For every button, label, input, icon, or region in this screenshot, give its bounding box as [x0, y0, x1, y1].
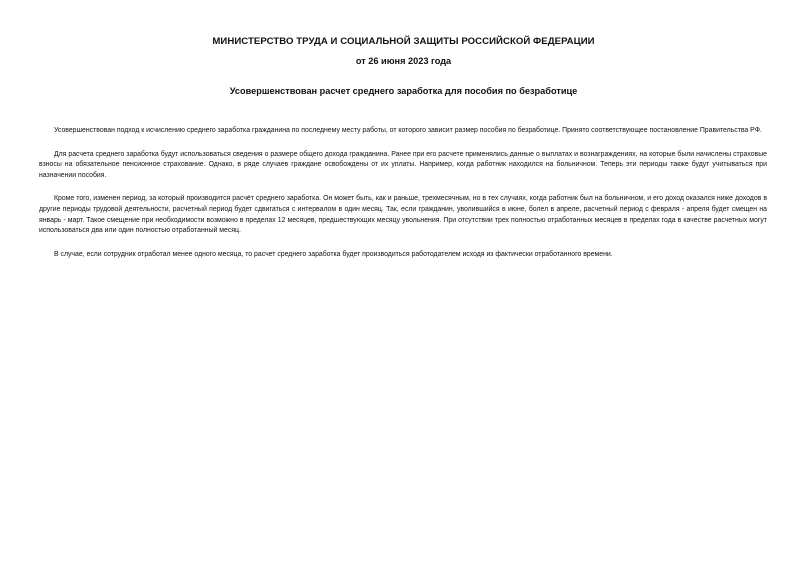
ministry-heading: МИНИСТЕРСТВО ТРУДА И СОЦИАЛЬНОЙ ЗАЩИТЫ РОССИЙСКОЙ ФЕДЕРАЦИИ: [212, 36, 595, 47]
document-title: Усовершенствован расчет среднего заработка для пособия по безработице: [229, 86, 578, 96]
document-date: от 26 июня 2023 года: [355, 56, 452, 66]
paragraph-2: Для расчета среднего заработка будут использоваться сведения о размере общего дохода гражданина. Ранее при его расчете применялись данные о выплатах и вознаграждениях, на которые были начислены страховые взносы на обязательное пенсионное страхование. Однако, в ряде случаев граждане освобождены от их уплаты. Например, когда работник находился на больничном. Теперь эти периоды также будут учитываться при назначении пособия.: [39, 150, 767, 179]
document-body: [39, 126, 767, 260]
paragraph-4: В случае, если сотрудник отработал менее одного месяца, то расчет среднего заработка будет производиться работодателем исходя из фактически отработанного времени.: [54, 250, 613, 258]
paragraph-1: Усовершенствован подход к исчислению среднего заработка гражданина по последнему месту работы, от которого зависит размер пособия по безработице. Принято соответствующее постановление Правительства РФ.: [54, 127, 762, 134]
paragraph-3: Кроме того, изменен период, за который производится расчёт среднего заработка. Он может быть, как и раньше, трехмесячным, но в тех случаях, когда работник был на больничном, и его доход оказался ниже доходов в другие периоды трудовой деятельности, расчетный период будет сдвигаться с интервалом в один месяц. Так, если гражданин, уволившийся в июне, болел в апреле, расчетный период с февраля - апреля будет смещен на январь - март. Такое смещение при необходимости возможно в пределах 12 месяцев, предшествующих месяцу увольнения. При отсутствии трех полностью отработанных месяцев в пределах года в качестве расчетных могут использоваться два или один полностью отработанный месяц.: [39, 195, 767, 235]
